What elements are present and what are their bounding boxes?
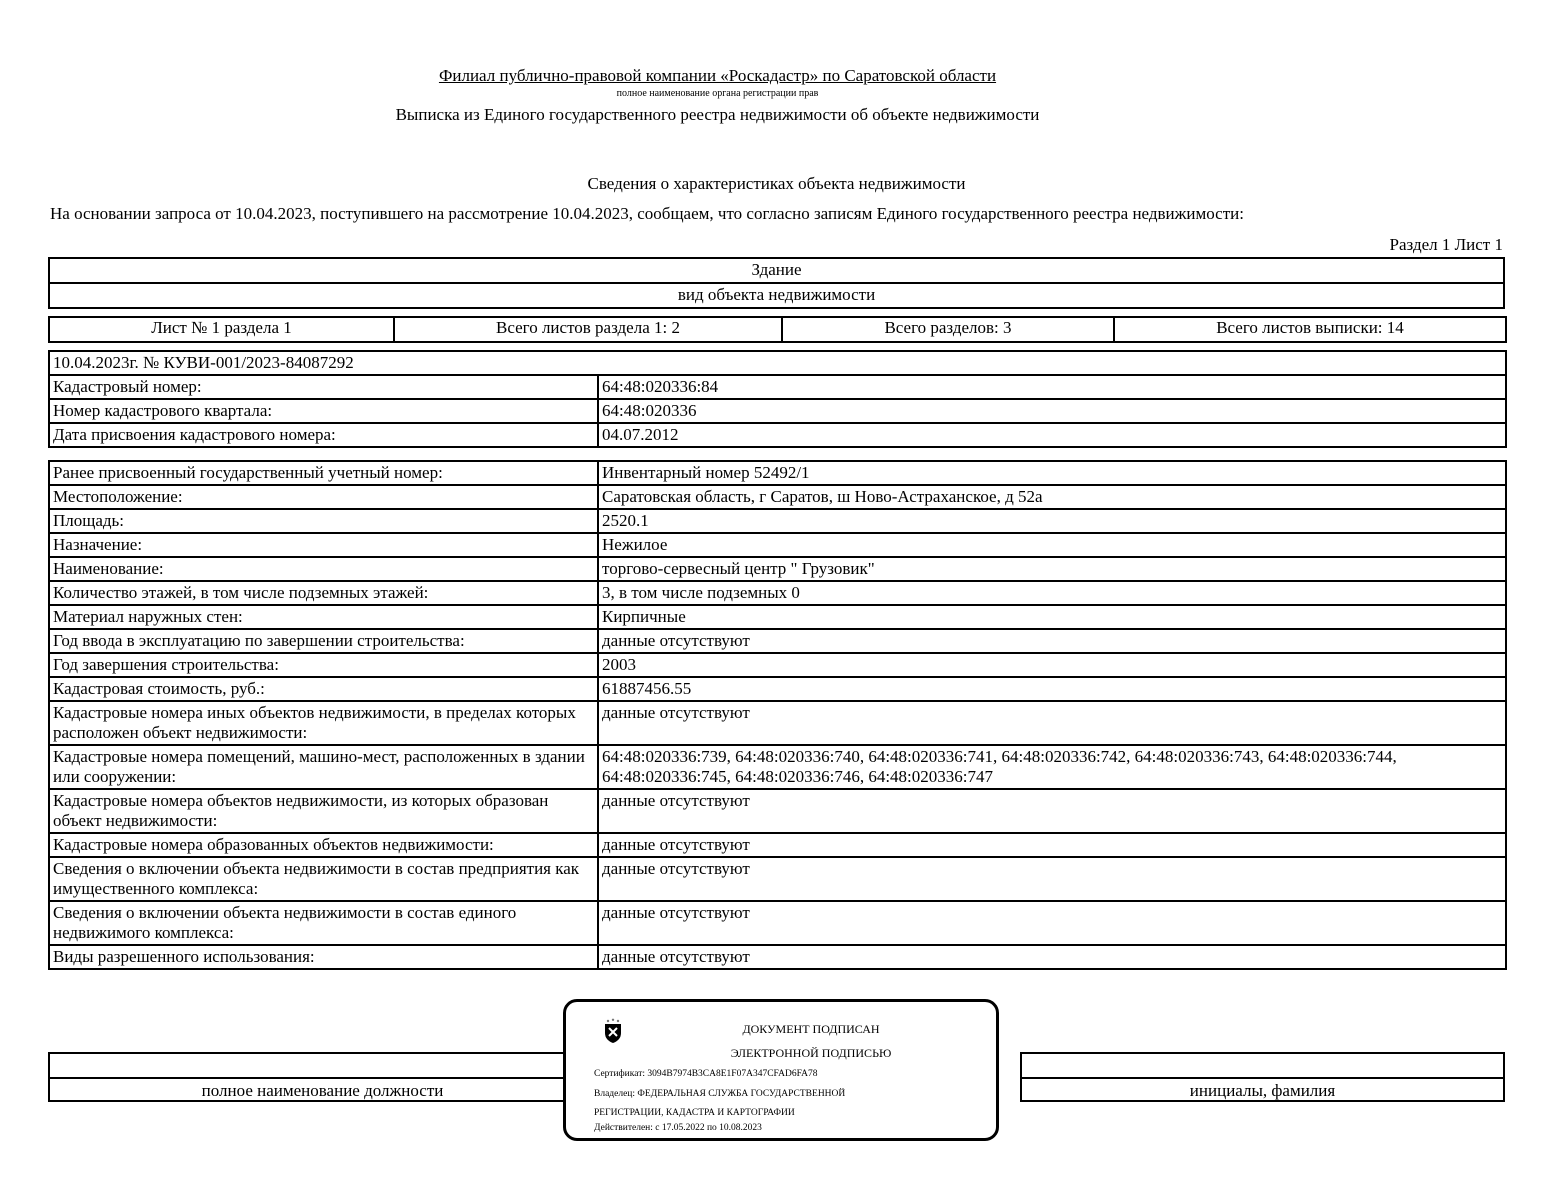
field-value: Саратовская область, г Саратов, ш Ново-Астраханское, д 52а: [598, 485, 1506, 509]
sheet-reference: Раздел 1 Лист 1: [1389, 235, 1503, 254]
field-label: Материал наружных стен:: [49, 605, 598, 629]
table-row: [49, 677, 1506, 701]
stamp-owner: Владелец: ФЕДЕРАЛЬНАЯ СЛУЖБА ГОСУДАРСТВЕННОЙ: [594, 1089, 846, 1099]
field-value: 61887456.55: [598, 677, 1506, 701]
field-label: Дата присвоения кадастрового номера:: [49, 423, 598, 447]
field-value: 04.07.2012: [598, 423, 1506, 447]
object-type-caption: вид объекта недвижимости: [49, 283, 1504, 308]
field-label: Назначение:: [49, 533, 598, 557]
stamp-line-2: ЭЛЕКТРОННОЙ ПОДПИСЬЮ: [730, 1046, 892, 1060]
request-reference: 10.04.2023г. № КУВИ-001/2023-84087292: [49, 351, 1506, 375]
field-value: данные отсутствуют: [598, 857, 1506, 901]
table-row: [49, 629, 1506, 653]
field-label: Наименование:: [49, 557, 598, 581]
field-label: Год завершения строительства:: [49, 653, 598, 677]
field-label: Кадастровые номера объектов недвижимости, из которых образован объект недвижимости:: [49, 789, 598, 833]
field-label: Количество этажей, в том числе подземных этажей:: [49, 581, 598, 605]
field-label: Сведения о включении объекта недвижимости в состав предприятия как имущественного комплекса:: [49, 857, 598, 901]
table-row: [49, 833, 1506, 857]
field-value: торгово-сервесный центр " Грузовик": [598, 557, 1506, 581]
name-field: [1020, 1052, 1505, 1102]
field-value: 2520.1: [598, 509, 1506, 533]
field-value: данные отсутствуют: [598, 945, 1506, 969]
field-value: 64:48:020336:739, 64:48:020336:740, 64:48:020336:741, 64:48:020336:742, 64:48:020336:743, 64:48:020336:744, 64:48:020336:745, 64:48:020336:746, 64:48:020336:747: [598, 745, 1506, 789]
sections-total: Всего разделов: 3: [782, 317, 1114, 342]
table-row: [49, 901, 1506, 945]
stamp-line-1: ДОКУМЕНТ ПОДПИСАН: [742, 1022, 880, 1036]
table-row: [49, 701, 1506, 745]
document-title: Выписка из Единого государственного реестра недвижимости об объекте недвижимости: [395, 105, 1040, 124]
field-label: Кадастровые номера помещений, машино-мест, расположенных в здании или сооружении:: [49, 745, 598, 789]
position-caption: полное наименование должности: [201, 1081, 444, 1100]
field-value: 3, в том числе подземных 0: [598, 581, 1506, 605]
field-label: Кадастровые номера образованных объектов недвижимости:: [49, 833, 598, 857]
name-caption: инициалы, фамилия: [1189, 1081, 1336, 1100]
position-field: [48, 1052, 595, 1102]
field-label: Год ввода в эксплуатацию по завершении строительства:: [49, 629, 598, 653]
object-type: Здание: [49, 258, 1504, 283]
stamp-certificate: Сертификат: 3094B7974B3CA8E1F07A347CFAD6FA78: [594, 1069, 818, 1079]
table-row: [49, 375, 1506, 399]
stamp-owner-continued: РЕГИСТРАЦИИ, КАДАСТРА И КАРТОГРАФИИ: [594, 1108, 795, 1118]
field-value: Инвентарный номер 52492/1: [598, 461, 1506, 485]
field-value: данные отсутствуют: [598, 629, 1506, 653]
object-type-table: [48, 257, 1505, 309]
table-row: [49, 857, 1506, 901]
organization-name: Филиал публично-правовой компании «Роскадастр» по Саратовской области: [438, 66, 997, 85]
field-label: Кадастровые номера иных объектов недвижимости, в пределах которых расположен объект недвижимости:: [49, 701, 598, 745]
table-row: [49, 745, 1506, 789]
table-row: [49, 653, 1506, 677]
field-label: Ранее присвоенный государственный учетный номер:: [49, 461, 598, 485]
table-row: [49, 485, 1506, 509]
field-label: Сведения о включении объекта недвижимости в состав единого недвижимого комплекса:: [49, 901, 598, 945]
field-label: Площадь:: [49, 509, 598, 533]
identifiers-table: [48, 350, 1507, 448]
section-sheets-total: Всего листов раздела 1: 2: [394, 317, 782, 342]
table-row: [49, 789, 1506, 833]
extract-sheets-total: Всего листов выписки: 14: [1114, 317, 1506, 342]
table-row: [49, 533, 1506, 557]
field-label: Местоположение:: [49, 485, 598, 509]
field-value: 2003: [598, 653, 1506, 677]
table-row: [49, 945, 1506, 969]
table-row: [49, 605, 1506, 629]
organization-caption: полное наименование органа регистрации прав: [616, 88, 819, 99]
table-row: [49, 509, 1506, 533]
field-label: Виды разрешенного использования:: [49, 945, 598, 969]
basis-text: На основании запроса от 10.04.2023, поступившего на рассмотрение 10.04.2023, сообщаем, что согласно записям Единого государственного реестра недвижимости:: [50, 204, 1244, 223]
sheet-number: Лист № 1 раздела 1: [49, 317, 394, 342]
table-row: [49, 557, 1506, 581]
field-value: Нежилое: [598, 533, 1506, 557]
table-row: [49, 423, 1506, 447]
field-value: данные отсутствуют: [598, 789, 1506, 833]
field-value: 64:48:020336:84: [598, 375, 1506, 399]
field-label: Кадастровая стоимость, руб.:: [49, 677, 598, 701]
field-label: Номер кадастрового квартала:: [49, 399, 598, 423]
field-value: 64:48:020336: [598, 399, 1506, 423]
table-row: [49, 461, 1506, 485]
electronic-signature-stamp: [563, 999, 999, 1141]
section-title: Сведения о характеристиках объекта недвижимости: [587, 174, 966, 193]
sheet-info-table: [48, 316, 1507, 343]
field-label: Кадастровый номер:: [49, 375, 598, 399]
table-row: [49, 399, 1506, 423]
table-row: [49, 581, 1506, 605]
properties-table: [48, 460, 1507, 970]
field-value: Кирпичные: [598, 605, 1506, 629]
field-value: данные отсутствуют: [598, 701, 1506, 745]
field-value: данные отсутствуют: [598, 901, 1506, 945]
field-value: данные отсутствуют: [598, 833, 1506, 857]
stamp-validity: Действителен: с 17.05.2022 по 10.08.2023: [594, 1123, 762, 1133]
